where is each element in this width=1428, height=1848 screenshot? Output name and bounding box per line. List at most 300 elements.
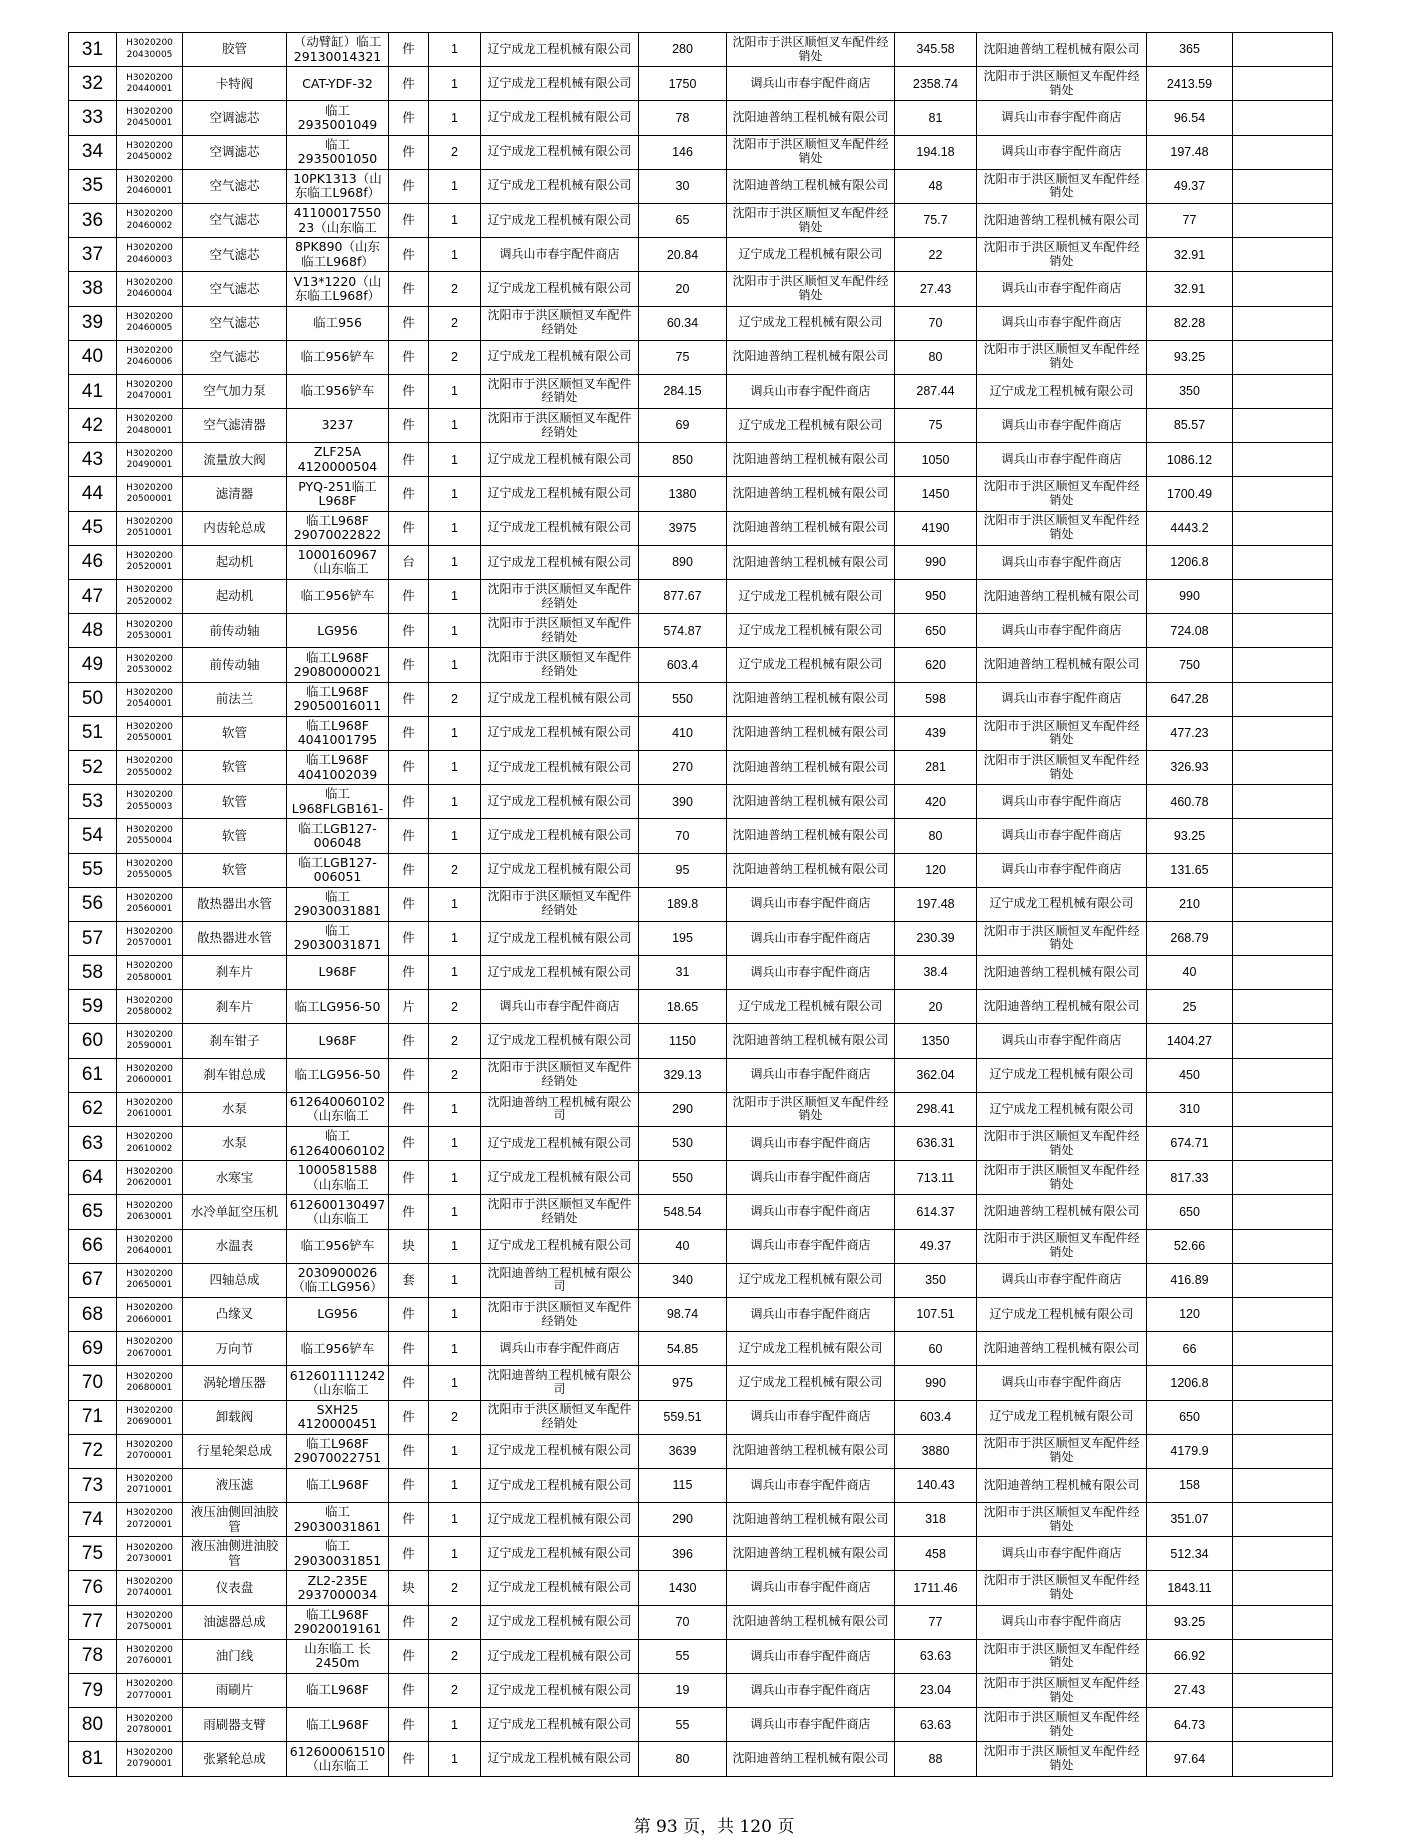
- price-1-cell: 574.87: [639, 614, 727, 648]
- supplier-2-cell: 辽宁成龙工程机械有限公司: [727, 990, 895, 1024]
- price-3-cell: 97.64: [1147, 1742, 1233, 1776]
- item-quantity-cell: 1: [429, 614, 481, 648]
- supplier-1-cell: 辽宁成龙工程机械有限公司: [481, 340, 639, 374]
- item-quantity-cell: 1: [429, 1434, 481, 1468]
- supplier-3-cell: 调兵山市春宇配件商店: [977, 443, 1147, 477]
- item-quantity-cell: 1: [429, 1127, 481, 1161]
- supplier-1-cell: 沈阳市于洪区顺恒叉车配件经销处: [481, 614, 639, 648]
- remark-cell: [1233, 750, 1333, 784]
- price-3-cell: 52.66: [1147, 1229, 1233, 1263]
- table-row: [69, 1024, 1333, 1058]
- item-code-cell: H3020200 20460002: [117, 203, 183, 237]
- item-code-cell: H3020200 20530002: [117, 648, 183, 682]
- price-1-cell: 396: [639, 1537, 727, 1571]
- item-spec-cell: 临工956铲车: [287, 580, 389, 614]
- remark-cell: [1233, 1092, 1333, 1126]
- row-number-cell: 80: [69, 1708, 117, 1742]
- price-3-cell: 650: [1147, 1400, 1233, 1434]
- table-row: [69, 238, 1333, 272]
- supplier-1-cell: 辽宁成龙工程机械有限公司: [481, 33, 639, 67]
- table-body: [69, 33, 1333, 1777]
- supplier-3-cell: 调兵山市春宇配件商店: [977, 545, 1147, 579]
- remark-cell: [1233, 1708, 1333, 1742]
- item-quantity-cell: 1: [429, 1263, 481, 1297]
- price-2-cell: 4190: [895, 511, 977, 545]
- row-number-cell: 33: [69, 101, 117, 135]
- item-unit-cell: 件: [389, 887, 429, 921]
- row-number-cell: 46: [69, 545, 117, 579]
- price-1-cell: 75: [639, 340, 727, 374]
- item-quantity-cell: 1: [429, 238, 481, 272]
- item-quantity-cell: 1: [429, 921, 481, 955]
- price-1-cell: 390: [639, 785, 727, 819]
- supplier-3-cell: 沈阳迪普纳工程机械有限公司: [977, 1468, 1147, 1502]
- remark-cell: [1233, 238, 1333, 272]
- table-row: [69, 169, 1333, 203]
- price-3-cell: 66.92: [1147, 1639, 1233, 1673]
- item-quantity-cell: 1: [429, 1503, 481, 1537]
- remark-cell: [1233, 1571, 1333, 1605]
- item-code-cell: H3020200 20700001: [117, 1434, 183, 1468]
- item-code-cell: H3020200 20450002: [117, 135, 183, 169]
- item-spec-cell: 612640060102（山东临工: [287, 1092, 389, 1126]
- price-2-cell: 603.4: [895, 1400, 977, 1434]
- row-number-cell: 32: [69, 67, 117, 101]
- supplier-3-cell: 沈阳市于洪区顺恒叉车配件经销处: [977, 716, 1147, 750]
- row-number-cell: 76: [69, 1571, 117, 1605]
- item-code-cell: H3020200 20590001: [117, 1024, 183, 1058]
- item-name-cell: 起动机: [183, 580, 287, 614]
- price-2-cell: 120: [895, 853, 977, 887]
- supplier-1-cell: 沈阳市于洪区顺恒叉车配件经销处: [481, 1297, 639, 1331]
- supplier-3-cell: 调兵山市春宇配件商店: [977, 1537, 1147, 1571]
- price-2-cell: 49.37: [895, 1229, 977, 1263]
- item-spec-cell: 临工L968F: [287, 1674, 389, 1708]
- item-quantity-cell: 1: [429, 1195, 481, 1229]
- item-code-cell: H3020200 20550004: [117, 819, 183, 853]
- item-name-cell: 空气滤芯: [183, 306, 287, 340]
- item-spec-cell: ZLF25A 4120000504: [287, 443, 389, 477]
- remark-cell: [1233, 1468, 1333, 1502]
- item-name-cell: 空气滤芯: [183, 169, 287, 203]
- item-spec-cell: 临工 29030031861: [287, 1503, 389, 1537]
- price-1-cell: 80: [639, 1742, 727, 1776]
- item-unit-cell: 件: [389, 67, 429, 101]
- item-unit-cell: 件: [389, 477, 429, 511]
- item-spec-cell: 临工956铲车: [287, 1229, 389, 1263]
- item-unit-cell: 件: [389, 374, 429, 408]
- price-2-cell: 1350: [895, 1024, 977, 1058]
- item-unit-cell: 套: [389, 1263, 429, 1297]
- row-number-cell: 47: [69, 580, 117, 614]
- item-code-cell: H3020200 20710001: [117, 1468, 183, 1502]
- item-spec-cell: 临工956: [287, 306, 389, 340]
- price-2-cell: 63.63: [895, 1639, 977, 1673]
- supplier-1-cell: 沈阳市于洪区顺恒叉车配件经销处: [481, 648, 639, 682]
- price-2-cell: 298.41: [895, 1092, 977, 1126]
- item-spec-cell: 山东临工 长 2450m: [287, 1639, 389, 1673]
- item-unit-cell: 件: [389, 169, 429, 203]
- price-1-cell: 548.54: [639, 1195, 727, 1229]
- supplier-2-cell: 沈阳迪普纳工程机械有限公司: [727, 101, 895, 135]
- supplier-2-cell: 沈阳迪普纳工程机械有限公司: [727, 477, 895, 511]
- table-row: [69, 1263, 1333, 1297]
- row-number-cell: 55: [69, 853, 117, 887]
- remark-cell: [1233, 785, 1333, 819]
- table-row: [69, 477, 1333, 511]
- item-quantity-cell: 1: [429, 101, 481, 135]
- price-2-cell: 3880: [895, 1434, 977, 1468]
- price-3-cell: 350: [1147, 374, 1233, 408]
- item-name-cell: 刹车片: [183, 990, 287, 1024]
- price-3-cell: 32.91: [1147, 238, 1233, 272]
- supplier-3-cell: 沈阳迪普纳工程机械有限公司: [977, 1195, 1147, 1229]
- price-comparison-table: [68, 32, 1333, 1777]
- supplier-3-cell: 调兵山市春宇配件商店: [977, 682, 1147, 716]
- item-code-cell: H3020200 20780001: [117, 1708, 183, 1742]
- item-spec-cell: L968F: [287, 956, 389, 990]
- supplier-1-cell: 沈阳市于洪区顺恒叉车配件经销处: [481, 306, 639, 340]
- item-unit-cell: 件: [389, 1468, 429, 1502]
- item-spec-cell: 临工 L968FLGB161-: [287, 785, 389, 819]
- supplier-3-cell: 调兵山市春宇配件商店: [977, 135, 1147, 169]
- table-row: [69, 1058, 1333, 1092]
- item-code-cell: H3020200 20500001: [117, 477, 183, 511]
- item-spec-cell: 临工 29030031881: [287, 887, 389, 921]
- item-name-cell: 雨刷器支臂: [183, 1708, 287, 1742]
- item-spec-cell: LG956: [287, 614, 389, 648]
- item-unit-cell: 件: [389, 1161, 429, 1195]
- item-code-cell: H3020200 20550002: [117, 750, 183, 784]
- item-unit-cell: 件: [389, 1127, 429, 1161]
- item-unit-cell: 件: [389, 1434, 429, 1468]
- item-name-cell: 前传动轴: [183, 648, 287, 682]
- remark-cell: [1233, 1434, 1333, 1468]
- supplier-2-cell: 沈阳市于洪区顺恒叉车配件经销处: [727, 33, 895, 67]
- item-name-cell: 软管: [183, 716, 287, 750]
- supplier-1-cell: 沈阳迪普纳工程机械有限公司: [481, 1366, 639, 1400]
- remark-cell: [1233, 990, 1333, 1024]
- price-1-cell: 975: [639, 1366, 727, 1400]
- item-quantity-cell: 2: [429, 1674, 481, 1708]
- supplier-1-cell: 辽宁成龙工程机械有限公司: [481, 1434, 639, 1468]
- item-unit-cell: 件: [389, 1503, 429, 1537]
- price-1-cell: 329.13: [639, 1058, 727, 1092]
- row-number-cell: 38: [69, 272, 117, 306]
- supplier-1-cell: 辽宁成龙工程机械有限公司: [481, 853, 639, 887]
- item-spec-cell: 临工LG956-50: [287, 1058, 389, 1092]
- table-row: [69, 716, 1333, 750]
- item-quantity-cell: 1: [429, 1092, 481, 1126]
- item-code-cell: H3020200 20740001: [117, 1571, 183, 1605]
- price-2-cell: 950: [895, 580, 977, 614]
- price-2-cell: 75: [895, 409, 977, 443]
- item-quantity-cell: 1: [429, 819, 481, 853]
- table-row: [69, 819, 1333, 853]
- item-code-cell: H3020200 20610001: [117, 1092, 183, 1126]
- item-name-cell: 散热器出水管: [183, 887, 287, 921]
- remark-cell: [1233, 1674, 1333, 1708]
- supplier-1-cell: 辽宁成龙工程机械有限公司: [481, 1742, 639, 1776]
- supplier-3-cell: 沈阳市于洪区顺恒叉车配件经销处: [977, 511, 1147, 545]
- item-quantity-cell: 2: [429, 272, 481, 306]
- price-3-cell: 1206.8: [1147, 1366, 1233, 1400]
- supplier-2-cell: 沈阳市于洪区顺恒叉车配件经销处: [727, 1092, 895, 1126]
- price-3-cell: 25: [1147, 990, 1233, 1024]
- item-name-cell: 空调滤芯: [183, 101, 287, 135]
- supplier-1-cell: 辽宁成龙工程机械有限公司: [481, 1127, 639, 1161]
- price-1-cell: 890: [639, 545, 727, 579]
- price-3-cell: 32.91: [1147, 272, 1233, 306]
- item-spec-cell: V13*1220（山东临工L968f）: [287, 272, 389, 306]
- item-quantity-cell: 2: [429, 306, 481, 340]
- supplier-2-cell: 沈阳迪普纳工程机械有限公司: [727, 1503, 895, 1537]
- row-number-cell: 58: [69, 956, 117, 990]
- supplier-1-cell: 沈阳迪普纳工程机械有限公司: [481, 1092, 639, 1126]
- supplier-3-cell: 沈阳迪普纳工程机械有限公司: [977, 956, 1147, 990]
- price-2-cell: 107.51: [895, 1297, 977, 1331]
- supplier-1-cell: 辽宁成龙工程机械有限公司: [481, 1468, 639, 1502]
- item-spec-cell: 临工L968F 29070022751: [287, 1434, 389, 1468]
- row-number-cell: 53: [69, 785, 117, 819]
- price-1-cell: 1750: [639, 67, 727, 101]
- row-number-cell: 48: [69, 614, 117, 648]
- table-row: [69, 956, 1333, 990]
- supplier-2-cell: 沈阳市于洪区顺恒叉车配件经销处: [727, 272, 895, 306]
- supplier-3-cell: 辽宁成龙工程机械有限公司: [977, 887, 1147, 921]
- price-2-cell: 614.37: [895, 1195, 977, 1229]
- table-row: [69, 1366, 1333, 1400]
- supplier-1-cell: 辽宁成龙工程机械有限公司: [481, 682, 639, 716]
- price-3-cell: 4179.9: [1147, 1434, 1233, 1468]
- price-3-cell: 460.78: [1147, 785, 1233, 819]
- row-number-cell: 68: [69, 1297, 117, 1331]
- supplier-1-cell: 辽宁成龙工程机械有限公司: [481, 1639, 639, 1673]
- item-name-cell: 空气加力泵: [183, 374, 287, 408]
- price-3-cell: 268.79: [1147, 921, 1233, 955]
- item-spec-cell: 临工L968F 29020019161: [287, 1605, 389, 1639]
- item-code-cell: H3020200 20450001: [117, 101, 183, 135]
- item-quantity-cell: 1: [429, 1229, 481, 1263]
- supplier-3-cell: 调兵山市春宇配件商店: [977, 1024, 1147, 1058]
- price-3-cell: 310: [1147, 1092, 1233, 1126]
- price-2-cell: 420: [895, 785, 977, 819]
- item-code-cell: H3020200 20790001: [117, 1742, 183, 1776]
- price-3-cell: 1086.12: [1147, 443, 1233, 477]
- table-row: [69, 1468, 1333, 1502]
- item-name-cell: 刹车片: [183, 956, 287, 990]
- supplier-2-cell: 调兵山市春宇配件商店: [727, 1058, 895, 1092]
- item-code-cell: H3020200 20570001: [117, 921, 183, 955]
- remark-cell: [1233, 443, 1333, 477]
- item-code-cell: H3020200 20620001: [117, 1161, 183, 1195]
- table-row: [69, 750, 1333, 784]
- price-3-cell: 85.57: [1147, 409, 1233, 443]
- item-name-cell: 软管: [183, 819, 287, 853]
- price-2-cell: 81: [895, 101, 977, 135]
- item-name-cell: 油门线: [183, 1639, 287, 1673]
- supplier-1-cell: 辽宁成龙工程机械有限公司: [481, 1503, 639, 1537]
- row-number-cell: 81: [69, 1742, 117, 1776]
- price-2-cell: 48: [895, 169, 977, 203]
- price-1-cell: 1430: [639, 1571, 727, 1605]
- item-unit-cell: 件: [389, 1092, 429, 1126]
- row-number-cell: 35: [69, 169, 117, 203]
- item-code-cell: H3020200 20460001: [117, 169, 183, 203]
- supplier-2-cell: 沈阳迪普纳工程机械有限公司: [727, 1024, 895, 1058]
- item-name-cell: 刹车钳总成: [183, 1058, 287, 1092]
- item-unit-cell: 件: [389, 1297, 429, 1331]
- price-1-cell: 98.74: [639, 1297, 727, 1331]
- price-1-cell: 54.85: [639, 1332, 727, 1366]
- item-name-cell: 空气滤芯: [183, 238, 287, 272]
- supplier-1-cell: 辽宁成龙工程机械有限公司: [481, 956, 639, 990]
- remark-cell: [1233, 1742, 1333, 1776]
- remark-cell: [1233, 1127, 1333, 1161]
- item-name-cell: 水泵: [183, 1092, 287, 1126]
- table-row: [69, 990, 1333, 1024]
- item-name-cell: 前法兰: [183, 682, 287, 716]
- item-quantity-cell: 2: [429, 1024, 481, 1058]
- price-1-cell: 410: [639, 716, 727, 750]
- item-code-cell: H3020200 20650001: [117, 1263, 183, 1297]
- item-name-cell: 空气滤清器: [183, 409, 287, 443]
- price-3-cell: 93.25: [1147, 1605, 1233, 1639]
- table-row: [69, 1229, 1333, 1263]
- price-2-cell: 1711.46: [895, 1571, 977, 1605]
- item-quantity-cell: 2: [429, 682, 481, 716]
- price-2-cell: 1450: [895, 477, 977, 511]
- supplier-1-cell: 辽宁成龙工程机械有限公司: [481, 169, 639, 203]
- remark-cell: [1233, 306, 1333, 340]
- item-unit-cell: 块: [389, 1229, 429, 1263]
- supplier-3-cell: 沈阳市于洪区顺恒叉车配件经销处: [977, 1708, 1147, 1742]
- item-quantity-cell: 2: [429, 1571, 481, 1605]
- supplier-3-cell: 沈阳市于洪区顺恒叉车配件经销处: [977, 1434, 1147, 1468]
- row-number-cell: 41: [69, 374, 117, 408]
- item-name-cell: 滤清器: [183, 477, 287, 511]
- item-spec-cell: 1000160967（山东临工: [287, 545, 389, 579]
- supplier-1-cell: 辽宁成龙工程机械有限公司: [481, 477, 639, 511]
- remark-cell: [1233, 374, 1333, 408]
- supplier-3-cell: 调兵山市春宇配件商店: [977, 1263, 1147, 1297]
- supplier-2-cell: 调兵山市春宇配件商店: [727, 1708, 895, 1742]
- price-3-cell: 326.93: [1147, 750, 1233, 784]
- row-number-cell: 54: [69, 819, 117, 853]
- price-3-cell: 1206.8: [1147, 545, 1233, 579]
- supplier-3-cell: 调兵山市春宇配件商店: [977, 1366, 1147, 1400]
- item-spec-cell: 临工 2935001050: [287, 135, 389, 169]
- price-1-cell: 19: [639, 1674, 727, 1708]
- remark-cell: [1233, 1537, 1333, 1571]
- supplier-3-cell: 沈阳市于洪区顺恒叉车配件经销处: [977, 477, 1147, 511]
- item-unit-cell: 件: [389, 1195, 429, 1229]
- item-unit-cell: 件: [389, 1400, 429, 1434]
- item-quantity-cell: 2: [429, 135, 481, 169]
- price-1-cell: 30: [639, 169, 727, 203]
- item-spec-cell: 临工L968F 4041002039: [287, 750, 389, 784]
- item-code-cell: H3020200 20720001: [117, 1503, 183, 1537]
- remark-cell: [1233, 33, 1333, 67]
- item-spec-cell: 临工L968F 29080000021: [287, 648, 389, 682]
- price-3-cell: 66: [1147, 1332, 1233, 1366]
- table-row: [69, 853, 1333, 887]
- price-2-cell: 77: [895, 1605, 977, 1639]
- table-row: [69, 101, 1333, 135]
- remark-cell: [1233, 1503, 1333, 1537]
- supplier-2-cell: 沈阳迪普纳工程机械有限公司: [727, 443, 895, 477]
- table-row: [69, 1127, 1333, 1161]
- price-1-cell: 3975: [639, 511, 727, 545]
- supplier-3-cell: 调兵山市春宇配件商店: [977, 272, 1147, 306]
- price-3-cell: 40: [1147, 956, 1233, 990]
- item-name-cell: 软管: [183, 853, 287, 887]
- item-quantity-cell: 1: [429, 1708, 481, 1742]
- price-1-cell: 530: [639, 1127, 727, 1161]
- item-unit-cell: 件: [389, 1024, 429, 1058]
- item-quantity-cell: 1: [429, 443, 481, 477]
- supplier-1-cell: 辽宁成龙工程机械有限公司: [481, 1571, 639, 1605]
- price-3-cell: 1404.27: [1147, 1024, 1233, 1058]
- supplier-3-cell: 沈阳市于洪区顺恒叉车配件经销处: [977, 1503, 1147, 1537]
- item-code-cell: H3020200 20460004: [117, 272, 183, 306]
- item-unit-cell: 件: [389, 1332, 429, 1366]
- item-name-cell: 空气滤芯: [183, 340, 287, 374]
- item-name-cell: 液压油侧进油胶管: [183, 1537, 287, 1571]
- item-quantity-cell: 1: [429, 785, 481, 819]
- price-3-cell: 990: [1147, 580, 1233, 614]
- item-quantity-cell: 2: [429, 1639, 481, 1673]
- supplier-1-cell: 沈阳市于洪区顺恒叉车配件经销处: [481, 409, 639, 443]
- row-number-cell: 74: [69, 1503, 117, 1537]
- supplier-3-cell: 沈阳迪普纳工程机械有限公司: [977, 990, 1147, 1024]
- remark-cell: [1233, 853, 1333, 887]
- price-3-cell: 365: [1147, 33, 1233, 67]
- item-code-cell: H3020200 20610002: [117, 1127, 183, 1161]
- row-number-cell: 31: [69, 33, 117, 67]
- price-1-cell: 550: [639, 682, 727, 716]
- item-spec-cell: 10PK1313（山东临工L968f）: [287, 169, 389, 203]
- supplier-3-cell: 沈阳市于洪区顺恒叉车配件经销处: [977, 1571, 1147, 1605]
- item-code-cell: H3020200 20550001: [117, 716, 183, 750]
- table-row: [69, 374, 1333, 408]
- supplier-3-cell: 沈阳市于洪区顺恒叉车配件经销处: [977, 169, 1147, 203]
- table-row: [69, 409, 1333, 443]
- item-name-cell: 油滤器总成: [183, 1605, 287, 1639]
- price-1-cell: 69: [639, 409, 727, 443]
- item-spec-cell: SXH25 4120000451: [287, 1400, 389, 1434]
- price-1-cell: 55: [639, 1639, 727, 1673]
- item-name-cell: 液压油侧回油胶管: [183, 1503, 287, 1537]
- price-1-cell: 270: [639, 750, 727, 784]
- supplier-1-cell: 调兵山市春宇配件商店: [481, 1332, 639, 1366]
- item-spec-cell: L968F: [287, 1024, 389, 1058]
- item-name-cell: 空气滤芯: [183, 272, 287, 306]
- supplier-2-cell: 沈阳市于洪区顺恒叉车配件经销处: [727, 135, 895, 169]
- row-number-cell: 52: [69, 750, 117, 784]
- item-code-cell: H3020200 20520002: [117, 580, 183, 614]
- supplier-3-cell: 沈阳迪普纳工程机械有限公司: [977, 1332, 1147, 1366]
- remark-cell: [1233, 511, 1333, 545]
- supplier-2-cell: 调兵山市春宇配件商店: [727, 1571, 895, 1605]
- row-number-cell: 71: [69, 1400, 117, 1434]
- item-quantity-cell: 1: [429, 477, 481, 511]
- row-number-cell: 70: [69, 1366, 117, 1400]
- supplier-3-cell: 辽宁成龙工程机械有限公司: [977, 1400, 1147, 1434]
- item-name-cell: 软管: [183, 785, 287, 819]
- supplier-3-cell: 调兵山市春宇配件商店: [977, 101, 1147, 135]
- price-1-cell: 290: [639, 1092, 727, 1126]
